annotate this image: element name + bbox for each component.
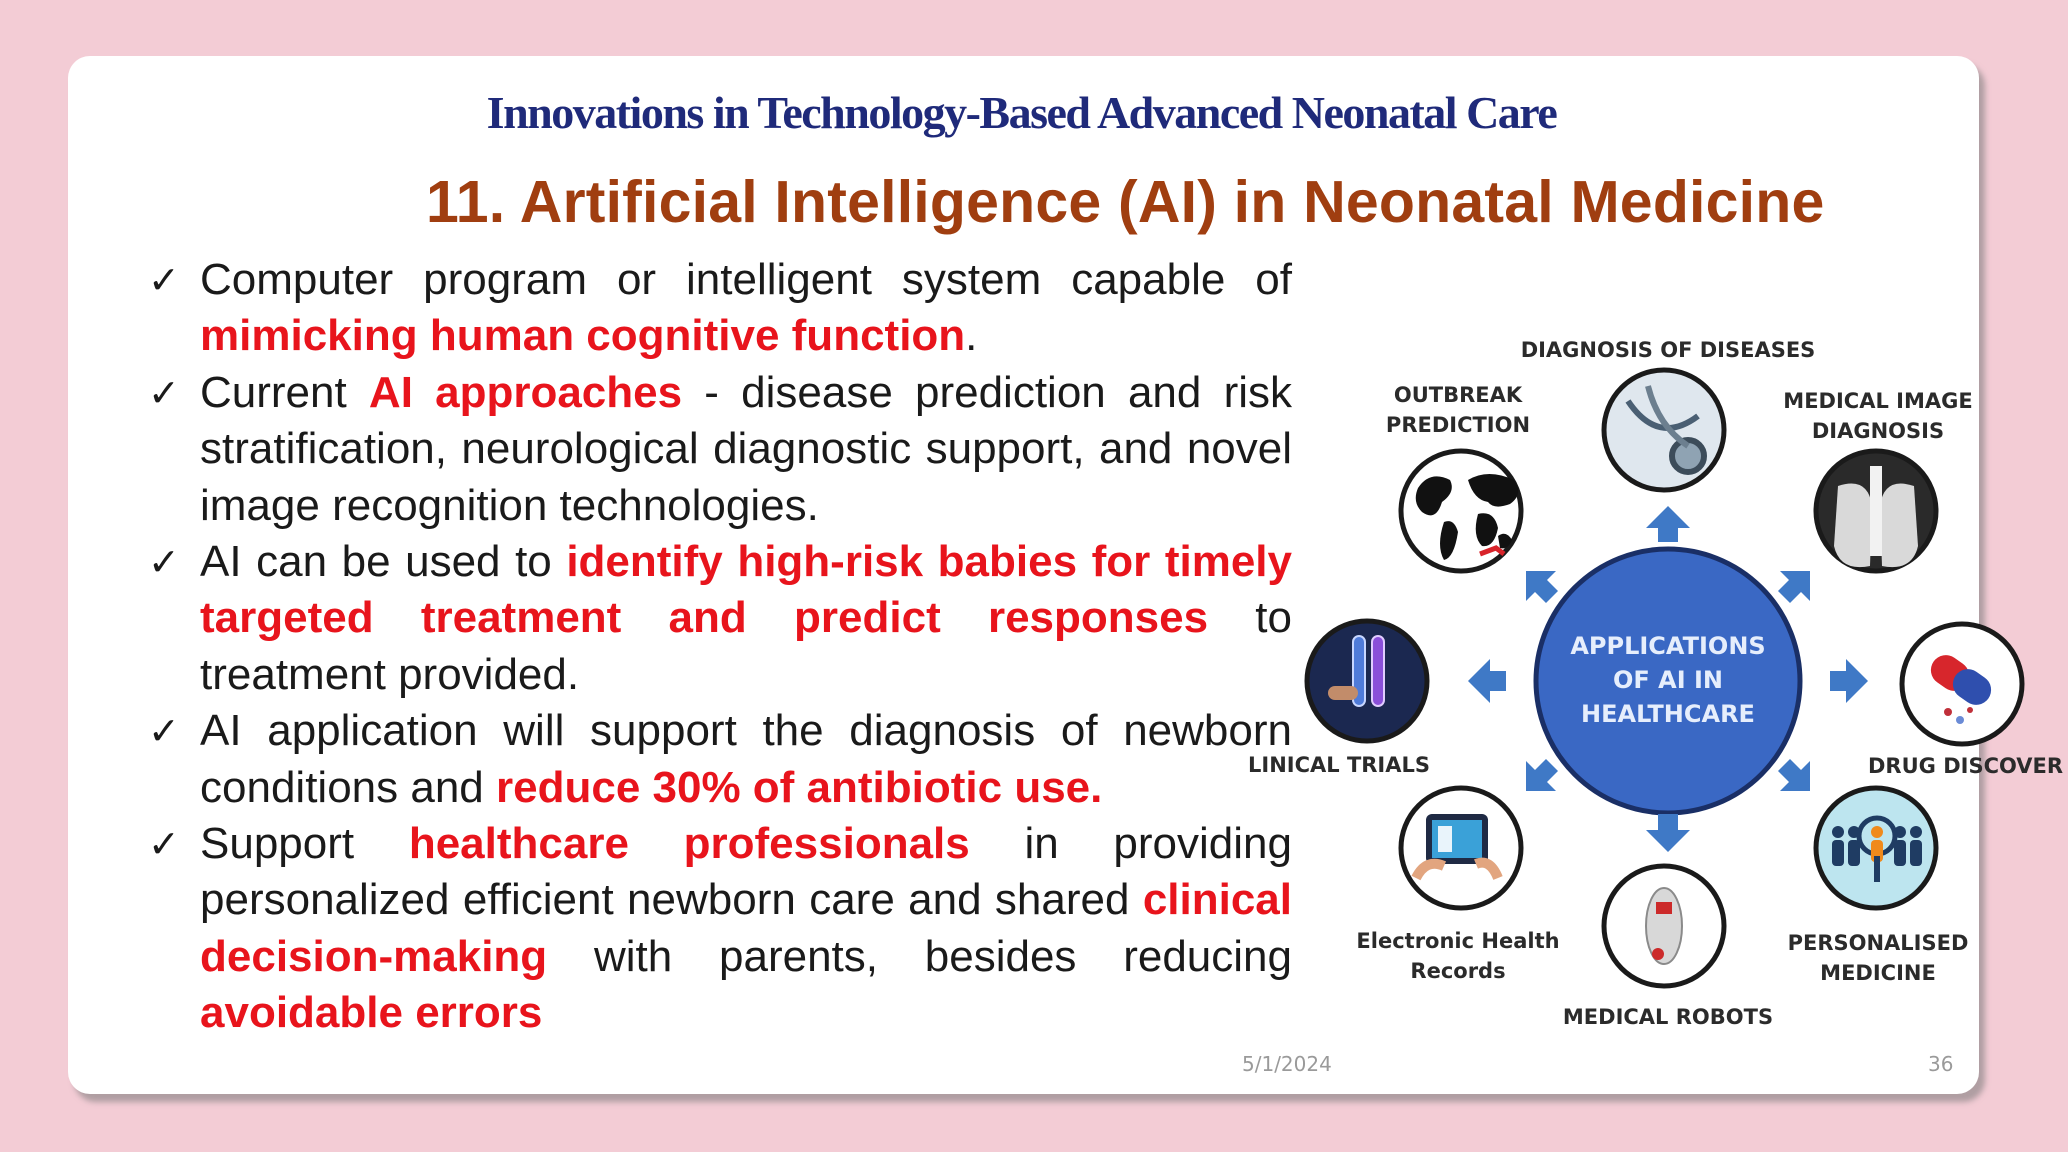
highlighted-text: reduce 30% of antibiotic use. — [496, 762, 1103, 812]
arrow-down-icon — [1646, 814, 1690, 852]
label-outbreak-prediction: OUTBREAK PREDICTION — [1385, 383, 1531, 437]
bullet-text: . — [965, 311, 978, 361]
checkmark-icon: ✓ — [148, 822, 180, 867]
highlighted-text: healthcare professionals — [408, 819, 970, 869]
bullet-text: in providing personalized efficient newborn care and shared — [200, 819, 1292, 925]
label-electronic-health-records: Electronic Health Records — [1356, 929, 1560, 983]
slide — [68, 56, 2064, 1094]
bullet-text: AI can be used to — [200, 537, 567, 587]
bullet-item — [88, 365, 1292, 534]
bullet-list — [88, 252, 1292, 1042]
checkmark-icon: ✓ — [148, 709, 180, 754]
center-label: APPLICATIONS OF AI IN HEALTHCARE — [1570, 632, 1766, 728]
footer-date: 5/1/2024 — [1242, 1052, 1332, 1076]
arrow-downright-icon — [1778, 759, 1810, 791]
arrow-upright-icon — [1778, 571, 1810, 603]
header-title: Innovations in Technology-Based Advanced Neonatal Care — [486, 87, 1557, 138]
arrow-right-icon — [1830, 659, 1868, 703]
highlighted-text: clinical decision-making — [200, 875, 1292, 981]
highlighted-text: AI approaches — [368, 367, 683, 417]
bullet-text: Computer program or intelligent system capable of — [200, 255, 1292, 304]
label-diagnosis-of-diseases: DIAGNOSIS OF DISEASES — [1520, 338, 1816, 362]
arrow-up-icon — [1646, 506, 1690, 542]
bullet-item — [88, 703, 1292, 816]
bullet-text: AI application will support the diagnosis of newborn conditions and — [200, 706, 1292, 812]
bullet-text: Support — [200, 819, 409, 869]
bullet-item — [88, 534, 1292, 703]
highlighted-text: identify high-risk babies for timely targeted treatment and predict responses — [200, 537, 1292, 643]
checkmark-icon: ✓ — [148, 258, 180, 302]
bullet-text: with parents, besides reducing — [547, 931, 1292, 981]
test-tubes-icon — [1307, 621, 1427, 741]
bullet-item — [88, 816, 1292, 1042]
arrow-downleft-icon — [1526, 759, 1558, 791]
label-medical-image-diagnosis: MEDICAL IMAGE DIAGNOSIS — [1783, 389, 1973, 443]
label-clinical-trials: LINICAL TRIALS — [1248, 753, 1431, 777]
slide-heading: 11. Artificial Intelligence (AI) in Neonatal Medicine — [426, 169, 1825, 235]
label-medical-robots: MEDICAL ROBOTS — [1562, 1005, 1774, 1029]
label-drug-discovery: DRUG DISCOVER — [1868, 754, 2064, 778]
highlighted-text: mimicking human cognitive function — [200, 311, 966, 361]
arrow-upleft-icon — [1526, 571, 1558, 603]
slide-number: 36 — [1928, 1052, 1954, 1076]
arrow-left-icon — [1468, 659, 1506, 703]
bullet-text: - disease prediction and risk stratification, neurological diagnostic support, and novel image recognition technologies. — [200, 367, 1292, 530]
checkmark-icon: ✓ — [148, 540, 180, 585]
checkmark-icon: ✓ — [148, 370, 180, 415]
bullet-text: Current — [200, 367, 369, 417]
bullet-item — [88, 252, 1292, 365]
ai-applications-diagram — [1248, 266, 2068, 1066]
bullet-text: to treatment provided. — [200, 593, 1292, 699]
label-personalised-medicine: PERSONALISED MEDICINE — [1787, 931, 1969, 985]
highlighted-text: avoidable errors — [200, 988, 543, 1038]
